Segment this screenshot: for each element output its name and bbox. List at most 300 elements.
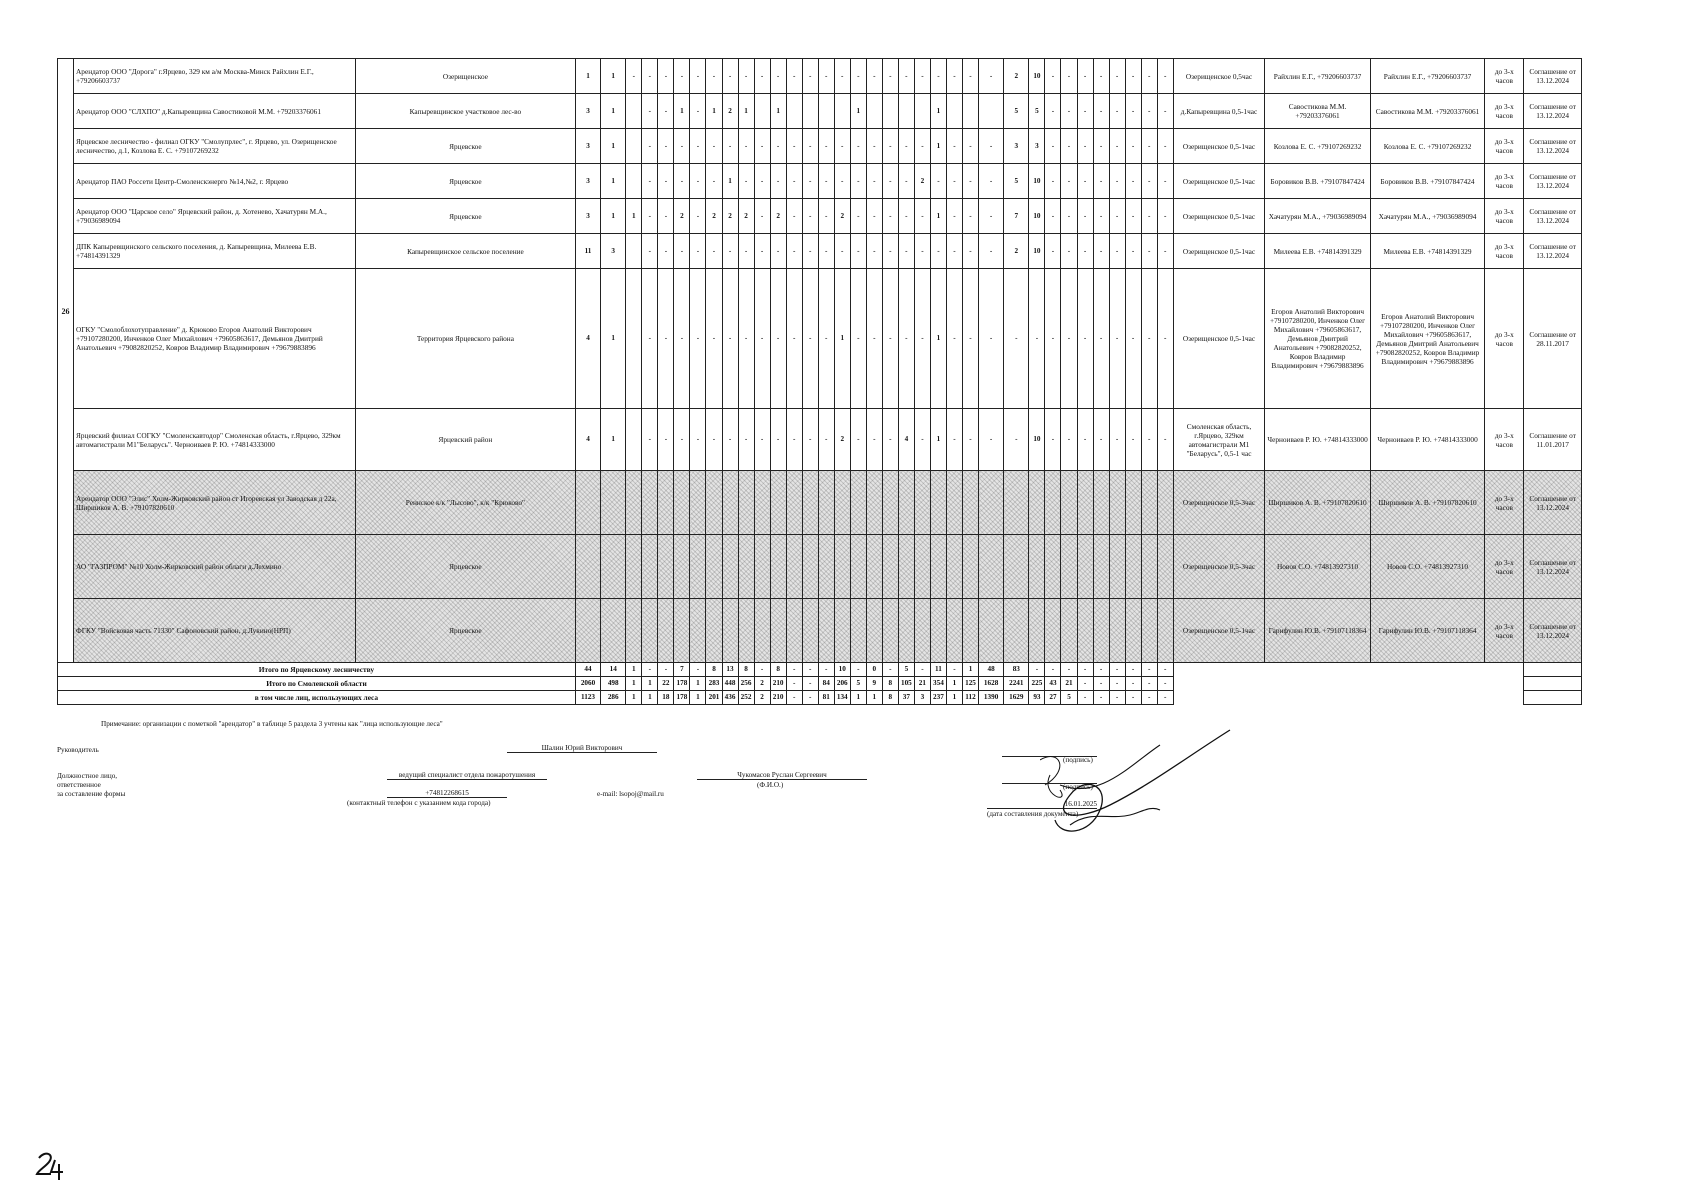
totals-value-cell: 83 — [1004, 663, 1029, 677]
forestry-cell: Ярцевское — [355, 164, 575, 199]
value-cell — [722, 471, 738, 535]
value-cell — [601, 471, 626, 535]
arrival-time-cell: до 3-х часов — [1485, 94, 1524, 129]
totals-value-cell: 2 — [754, 677, 770, 691]
value-cell: - — [642, 269, 658, 409]
value-cell: - — [898, 199, 914, 234]
value-cell — [962, 599, 978, 663]
agreement-cell: Соглашение от 13.12.2024 — [1524, 199, 1582, 234]
forestry-cell: Капыревщинское участковое лес-во — [355, 94, 575, 129]
totals-value-cell: 436 — [722, 691, 738, 705]
value-cell: - — [1093, 94, 1109, 129]
value-cell: 3 — [575, 199, 600, 234]
table-row — [58, 471, 1582, 535]
value-cell: - — [1004, 409, 1029, 471]
value-cell: - — [786, 164, 802, 199]
totals-value-cell: - — [1157, 691, 1173, 705]
value-cell: - — [1109, 234, 1125, 269]
value-cell — [818, 535, 834, 599]
value-cell — [601, 599, 626, 663]
totals-value-cell: - — [1125, 663, 1141, 677]
value-cell: - — [1109, 164, 1125, 199]
note-text: Примечание: организации с пометкой "арендатор" в таблице 5 раздела 3 учтены как "лица использующие леса" — [101, 720, 443, 728]
value-cell — [642, 599, 658, 663]
totals-label-cell: в том числе лиц, использующих леса — [58, 691, 576, 705]
value-cell — [930, 535, 946, 599]
value-cell: - — [1157, 199, 1173, 234]
value-cell: - — [979, 234, 1004, 269]
value-cell — [1061, 599, 1077, 663]
totals-value-cell: - — [946, 663, 962, 677]
totals-value-cell: 1 — [946, 691, 962, 705]
totals-value-cell: 354 — [930, 677, 946, 691]
value-cell — [962, 471, 978, 535]
value-cell: 10 — [1029, 199, 1045, 234]
value-cell: - — [1045, 409, 1061, 471]
value-cell — [1077, 599, 1093, 663]
value-cell: - — [1061, 164, 1077, 199]
organization-cell: Арендатор ООО "Дорога" г.Ярцево, 329 км а/м Москва-Минск Райхлин Е.Г., +79206603737 — [74, 59, 356, 94]
table-row — [58, 94, 1582, 129]
blank-cell — [1173, 677, 1524, 691]
value-cell — [1125, 599, 1141, 663]
value-cell: - — [818, 199, 834, 234]
totals-value-cell: 237 — [930, 691, 946, 705]
value-cell: 1 — [626, 199, 642, 234]
totals-value-cell: 5 — [898, 663, 914, 677]
totals-value-cell: 210 — [770, 691, 786, 705]
totals-value-cell: 1628 — [979, 677, 1004, 691]
value-cell — [898, 94, 914, 129]
value-cell: - — [722, 59, 738, 94]
value-cell: - — [946, 234, 962, 269]
responsible-label-1: Должностное лицо, — [57, 772, 118, 780]
value-cell: - — [962, 409, 978, 471]
arrival-time-cell: до 3-х часов — [1485, 199, 1524, 234]
value-cell: - — [1125, 94, 1141, 129]
totals-value-cell: 2 — [754, 691, 770, 705]
totals-value-cell: - — [802, 691, 818, 705]
unit-location-cell: Озерищенское 0,5-3час — [1173, 471, 1265, 535]
totals-value-cell: - — [1061, 663, 1077, 677]
value-cell — [882, 471, 898, 535]
value-cell: 1 — [601, 199, 626, 234]
value-cell — [979, 94, 1004, 129]
value-cell: - — [1109, 94, 1125, 129]
organization-cell: ДПК Капыревщинского сельского поселения, д. Капыревщина, Милеева Е.В. +74814391329 — [74, 234, 356, 269]
totals-value-cell: 84 — [818, 677, 834, 691]
value-cell: - — [1093, 164, 1109, 199]
totals-value-cell: 11 — [930, 663, 946, 677]
totals-value-cell: 105 — [898, 677, 914, 691]
totals-label-cell: Итого по Ярцевскому лесничеству — [58, 663, 576, 677]
value-cell: 1 — [674, 94, 690, 129]
signature-caption-1: (подпись) — [1063, 756, 1093, 764]
value-cell: - — [1093, 199, 1109, 234]
totals-value-cell: 7 — [674, 663, 690, 677]
value-cell: - — [674, 164, 690, 199]
totals-value-cell: 3 — [914, 691, 930, 705]
value-cell: - — [1045, 164, 1061, 199]
value-cell: - — [722, 269, 738, 409]
totals-value-cell: 8 — [738, 663, 754, 677]
organization-cell: Арендатор ПАО Россети Центр-Смоленскэнерго №14,№2, г. Ярцево — [74, 164, 356, 199]
value-cell — [786, 471, 802, 535]
value-cell — [1093, 471, 1109, 535]
value-cell — [1109, 471, 1125, 535]
organization-cell: Арендатор ООО "Элис" Холм-Жирковский район ст Игоревская ул Заводская д 22а, Ширшиков А. В. +79107820610 — [74, 471, 356, 535]
value-cell: - — [946, 409, 962, 471]
value-cell — [658, 599, 674, 663]
totals-value-cell: 5 — [850, 677, 866, 691]
unit-location-cell: Озерищенское 0,5час — [1173, 59, 1265, 94]
phone-number: +74812268615 — [387, 789, 507, 798]
totals-value-cell: 1 — [946, 677, 962, 691]
value-cell: - — [882, 129, 898, 164]
value-cell — [898, 599, 914, 663]
value-cell: - — [1141, 409, 1157, 471]
value-cell — [850, 599, 866, 663]
value-cell: - — [1093, 409, 1109, 471]
value-cell: - — [786, 59, 802, 94]
value-cell — [1045, 471, 1061, 535]
value-cell: - — [818, 234, 834, 269]
value-cell: - — [1045, 199, 1061, 234]
value-cell: 3 — [575, 94, 600, 129]
totals-value-cell: 201 — [706, 691, 722, 705]
value-cell: - — [802, 164, 818, 199]
agreement-cell: Соглашение от 13.12.2024 — [1524, 94, 1582, 129]
organization-cell: Ярцевский филиал СОГКУ "Смоленскавтодор" Смоленская область, г.Ярцево, 329км автомагистрали М1"Беларусь". Черноиваев Р. Ю. +74814333000 — [74, 409, 356, 471]
value-cell: - — [866, 164, 882, 199]
totals-value-cell: 18 — [658, 691, 674, 705]
value-cell: - — [1061, 234, 1077, 269]
unit-location-cell: д.Капыревщина 0,5-1час — [1173, 94, 1265, 129]
value-cell: - — [1077, 94, 1093, 129]
totals-value-cell: - — [1109, 691, 1125, 705]
totals-value-cell: 448 — [722, 677, 738, 691]
value-cell: - — [1077, 269, 1093, 409]
value-cell: - — [642, 234, 658, 269]
totals-value-cell: - — [1125, 677, 1141, 691]
head-contact-cell: Черноиваев Р. Ю. +74814333000 — [1370, 409, 1485, 471]
value-cell — [626, 164, 642, 199]
value-cell: - — [1157, 234, 1173, 269]
organization-cell: ОГКУ "Смолоблохотуправление" д. Крюково Егоров Анатолий Викторович +79107280200, Инченков Олег Михайлович +79605863617, Демьянов Дмитрий Анатольевич +79082820252, Ковров Владимир Владимирович +79679883896 — [74, 269, 356, 409]
value-cell: 5 — [1004, 164, 1029, 199]
value-cell: 10 — [1029, 164, 1045, 199]
value-cell — [674, 535, 690, 599]
value-cell: - — [898, 59, 914, 94]
handwritten-signature — [1040, 725, 1240, 855]
value-cell — [979, 471, 1004, 535]
value-cell: - — [818, 164, 834, 199]
row-number-cell: 26 — [58, 59, 74, 663]
totals-value-cell: 1 — [690, 677, 706, 691]
value-cell: - — [946, 199, 962, 234]
value-cell: - — [1109, 269, 1125, 409]
value-cell: - — [1029, 269, 1045, 409]
arrival-time-cell: до 3-х часов — [1485, 269, 1524, 409]
agreement-cell: Соглашение от 13.12.2024 — [1524, 59, 1582, 94]
value-cell: - — [658, 409, 674, 471]
value-cell — [882, 94, 898, 129]
value-cell: - — [1157, 409, 1173, 471]
value-cell — [754, 599, 770, 663]
value-cell — [1109, 535, 1125, 599]
responsible-name: Чукомасов Руслан Сергеевич — [697, 771, 867, 780]
arrival-time-cell: до 3-х часов — [1485, 164, 1524, 199]
value-cell: 2 — [914, 164, 930, 199]
value-cell: - — [690, 409, 706, 471]
organization-cell: Арендатор ООО "Царское село" Ярцевский район, д. Хотенево, Хачатурян М.А., +79036989094 — [74, 199, 356, 234]
value-cell: - — [882, 269, 898, 409]
value-cell: - — [962, 234, 978, 269]
value-cell: - — [674, 269, 690, 409]
value-cell — [818, 471, 834, 535]
organization-cell: Ярцевское лесничество - филиал ОГКУ "Смолупрлес", г. Ярцево, ул. Озерищенское лесничество, д.1, Козлова Е. С. +79107269232 — [74, 129, 356, 164]
forestry-cell: Ярцевский район — [355, 409, 575, 471]
arrival-time-cell: до 3-х часов — [1485, 471, 1524, 535]
value-cell — [658, 535, 674, 599]
value-cell: - — [770, 409, 786, 471]
value-cell — [706, 599, 722, 663]
unit-location-cell: Озерищенское 0,5-1час — [1173, 269, 1265, 409]
value-cell: - — [706, 409, 722, 471]
value-cell — [706, 535, 722, 599]
value-cell — [626, 234, 642, 269]
value-cell — [979, 535, 1004, 599]
date-caption: (дата составления документа) — [987, 810, 1079, 818]
value-cell: - — [850, 409, 866, 471]
head-contact-cell: Новов С.О. +74813927310 — [1370, 535, 1485, 599]
value-cell: - — [914, 129, 930, 164]
agreement-cell: Соглашение от 28.11.2017 — [1524, 269, 1582, 409]
value-cell: - — [1061, 199, 1077, 234]
value-cell: 1 — [706, 94, 722, 129]
value-cell: 1 — [930, 94, 946, 129]
totals-value-cell: 21 — [1061, 677, 1077, 691]
value-cell: - — [1157, 269, 1173, 409]
value-cell: - — [962, 269, 978, 409]
head-contact-cell: Хачатурян М.А., +79036989094 — [1370, 199, 1485, 234]
value-cell — [642, 471, 658, 535]
head-contact-cell: Савостикова М.М. +79203376061 — [1370, 94, 1485, 129]
responsible-position: ведущий специалист отдела пожаротушения — [387, 771, 547, 780]
value-cell: - — [690, 59, 706, 94]
value-cell: - — [866, 234, 882, 269]
phone-caption: (контактный телефон с указанием кода города) — [347, 799, 491, 807]
value-cell — [818, 94, 834, 129]
value-cell: - — [738, 234, 754, 269]
responsible-label-2: ответственное — [57, 781, 101, 789]
value-cell: - — [706, 164, 722, 199]
value-cell: - — [882, 199, 898, 234]
value-cell: - — [738, 409, 754, 471]
value-cell: - — [914, 409, 930, 471]
value-cell: 1 — [850, 94, 866, 129]
contact-person-cell: Ширшиков А. В. +79107820610 — [1265, 471, 1370, 535]
value-cell: - — [834, 234, 850, 269]
value-cell — [690, 471, 706, 535]
totals-value-cell: - — [1093, 663, 1109, 677]
value-cell — [1061, 535, 1077, 599]
totals-value-cell: 93 — [1029, 691, 1045, 705]
value-cell: - — [1125, 164, 1141, 199]
value-cell: - — [882, 234, 898, 269]
value-cell — [834, 599, 850, 663]
value-cell — [754, 471, 770, 535]
totals-value-cell: - — [658, 663, 674, 677]
value-cell: - — [818, 59, 834, 94]
value-cell: - — [770, 164, 786, 199]
arrival-time-cell: до 3-х часов — [1485, 59, 1524, 94]
head-contact-cell: Егоров Анатолий Викторович +79107280200, Инченков Олег Михайлович +79605863617, Демьянов Дмитрий Анатольевич +79082820252, Ковров Владимир Владимирович +79679883896 — [1370, 269, 1485, 409]
value-cell — [626, 471, 642, 535]
value-cell: 3 — [575, 129, 600, 164]
contact-person-cell: Черноиваев Р. Ю. +74814333000 — [1265, 409, 1370, 471]
value-cell — [626, 535, 642, 599]
value-cell: 2 — [722, 94, 738, 129]
totals-row — [58, 691, 1582, 705]
value-cell — [674, 471, 690, 535]
value-cell: - — [882, 409, 898, 471]
blank-cell — [1173, 663, 1524, 677]
value-cell: - — [754, 129, 770, 164]
value-cell: - — [834, 164, 850, 199]
totals-value-cell: 22 — [658, 677, 674, 691]
totals-value-cell: 210 — [770, 677, 786, 691]
totals-value-cell: 1390 — [979, 691, 1004, 705]
value-cell — [850, 471, 866, 535]
value-cell — [626, 409, 642, 471]
value-cell — [850, 535, 866, 599]
value-cell: 5 — [1029, 94, 1045, 129]
value-cell: - — [1109, 129, 1125, 164]
value-cell — [930, 599, 946, 663]
value-cell: - — [882, 59, 898, 94]
totals-value-cell: 256 — [738, 677, 754, 691]
value-cell: - — [642, 199, 658, 234]
totals-value-cell: - — [1157, 677, 1173, 691]
value-cell: - — [1157, 129, 1173, 164]
totals-value-cell: - — [642, 663, 658, 677]
agreement-cell: Соглашение от 13.12.2024 — [1524, 471, 1582, 535]
arrival-time-cell: до 3-х часов — [1485, 599, 1524, 663]
value-cell — [1077, 535, 1093, 599]
value-cell: - — [1077, 199, 1093, 234]
totals-value-cell: - — [1077, 677, 1093, 691]
value-cell: - — [754, 164, 770, 199]
value-cell — [914, 535, 930, 599]
value-cell — [802, 94, 818, 129]
totals-value-cell: 0 — [866, 663, 882, 677]
value-cell: - — [1125, 269, 1141, 409]
table-row — [58, 535, 1582, 599]
value-cell — [575, 599, 600, 663]
value-cell: - — [1045, 234, 1061, 269]
value-cell — [1004, 599, 1029, 663]
value-cell: - — [818, 409, 834, 471]
value-cell: - — [1141, 129, 1157, 164]
value-cell: - — [850, 199, 866, 234]
agreement-cell: Соглашение от 13.12.2024 — [1524, 599, 1582, 663]
value-cell — [722, 599, 738, 663]
value-cell: - — [626, 59, 642, 94]
value-cell: - — [850, 59, 866, 94]
value-cell: - — [674, 59, 690, 94]
value-cell: - — [1093, 129, 1109, 164]
forestry-cell: Капыревщинское сельское поселение — [355, 234, 575, 269]
value-cell — [1157, 471, 1173, 535]
value-cell — [802, 599, 818, 663]
head-contact-cell: Милеева Е.В. +74814391329 — [1370, 234, 1485, 269]
totals-value-cell: 1629 — [1004, 691, 1029, 705]
value-cell: - — [674, 129, 690, 164]
value-cell: - — [802, 199, 818, 234]
value-cell — [802, 535, 818, 599]
value-cell: - — [898, 269, 914, 409]
totals-value-cell: - — [850, 663, 866, 677]
value-cell: - — [962, 129, 978, 164]
totals-value-cell: 27 — [1045, 691, 1061, 705]
agreement-cell: Соглашение от 13.12.2024 — [1524, 164, 1582, 199]
value-cell: - — [658, 234, 674, 269]
value-cell: - — [914, 59, 930, 94]
value-cell — [1004, 471, 1029, 535]
value-cell — [626, 599, 642, 663]
value-cell — [1045, 535, 1061, 599]
contact-person-cell: Савостикова М.М. +79203376061 — [1265, 94, 1370, 129]
report-date: 16.01.2025 — [987, 800, 1097, 809]
value-cell: - — [802, 269, 818, 409]
value-cell: - — [930, 164, 946, 199]
value-cell: - — [818, 129, 834, 164]
blank-cell — [1173, 691, 1524, 705]
value-cell: - — [658, 269, 674, 409]
value-cell: - — [979, 269, 1004, 409]
totals-value-cell: 112 — [962, 691, 978, 705]
value-cell — [601, 535, 626, 599]
value-cell — [1045, 599, 1061, 663]
report-sheet — [57, 58, 1582, 705]
value-cell: - — [1045, 269, 1061, 409]
table-row — [58, 164, 1582, 199]
totals-value-cell: 8 — [882, 677, 898, 691]
value-cell: - — [962, 164, 978, 199]
value-cell: - — [802, 409, 818, 471]
value-cell: - — [722, 409, 738, 471]
value-cell: - — [642, 409, 658, 471]
value-cell: - — [1141, 59, 1157, 94]
totals-value-cell: 8 — [770, 663, 786, 677]
totals-value-cell: 2241 — [1004, 677, 1029, 691]
head-contact-cell: Боровиков В.В. +79107847424 — [1370, 164, 1485, 199]
value-cell: - — [898, 129, 914, 164]
value-cell: - — [1061, 129, 1077, 164]
value-cell: 10 — [1029, 409, 1045, 471]
value-cell: - — [802, 129, 818, 164]
value-cell — [690, 535, 706, 599]
totals-value-cell: 283 — [706, 677, 722, 691]
value-cell — [898, 535, 914, 599]
value-cell — [866, 94, 882, 129]
value-cell: 2 — [834, 409, 850, 471]
totals-value-cell: 21 — [914, 677, 930, 691]
totals-value-cell: - — [1109, 663, 1125, 677]
table-row — [58, 269, 1582, 409]
value-cell — [1125, 535, 1141, 599]
